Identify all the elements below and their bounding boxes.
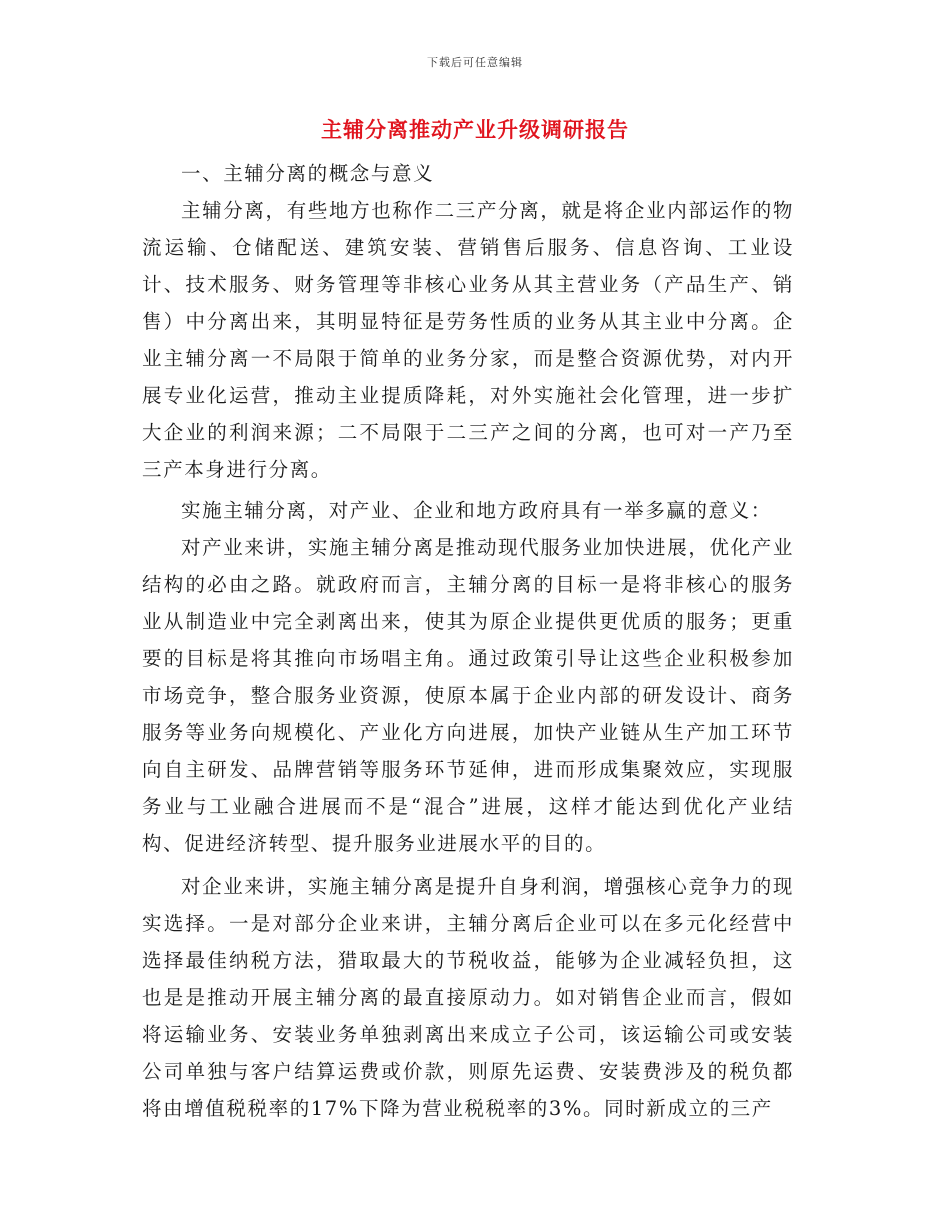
document-title: 主辅分离推动产业升级调研报告	[321, 117, 629, 142]
document-body	[142, 155, 794, 1127]
section-heading: 一、主辅分离的概念与意义	[181, 162, 435, 185]
paragraph-industry: 对产业来讲，实施主辅分离是推动现代服务业加快进展，优化产业结构的必由之路。就政府而言，主辅分离的目标一是将非核心的服务业从制造业中完全剥离出来，使其为原企业提供更优质的服务；更重要的目标是将其推向市场唱主角。通过政策引导让这些企业积极参加市场竞争，整合服务业资源，使原本属于企业内部的研发设计、商务服务等业务向规模化、产业化方向进展，加快产业链从生产加工环节向自主研发、品牌营销等服务环节延伸，进而形成集聚效应，实现服务业与工业融合进展而不是“混合”进展，这样才能达到优化产业结构、促进经济转型、提升服务业进展水平的目的。	[142, 536, 794, 855]
paragraph-definition: 主辅分离，有些地方也称作二三产分离，就是将企业内部运作的物流运输、仓储配送、建筑安装、营销售后服务、信息咨询、工业设计、技术服务、财务管理等非核心业务从其主营业务（产品生产、销售）中分离出来，其明显特征是劳务性质的业务从其主业中分离。企业主辅分离一不局限于简单的业务分家，而是整合资源优势，对内开展专业化运营，推动主业提质降耗，对外实施社会化管理，进一步扩大企业的利润来源；二不局限于二三产之间的分离，也可对一产乃至三产本身进行分离。	[142, 199, 794, 481]
paragraph-significance-intro: 实施主辅分离，对产业、企业和地方政府具有一举多赢的意义：	[181, 499, 772, 522]
page-header-note: 下载后可任意编辑	[427, 56, 523, 69]
paragraph-enterprise: 对企业来讲，实施主辅分离是提升自身利润，增强核心竞争力的现实选择。一是对部分企业来讲，主辅分离后企业可以在多元化经营中选择最佳纳税方法，猎取最大的节税收益，能够为企业减轻负担，这也是是推动开展主辅分离的最直接原动力。如对销售企业而言，假如将运输业务、安装业务单独剥离出来成立子公司，该运输公司或安装公司单独与客户结算运费或价款，则原先运费、安装费涉及的税负都将由增值税税率的17%下降为营业税税率的3%。同时新成立的三产	[142, 875, 794, 1120]
